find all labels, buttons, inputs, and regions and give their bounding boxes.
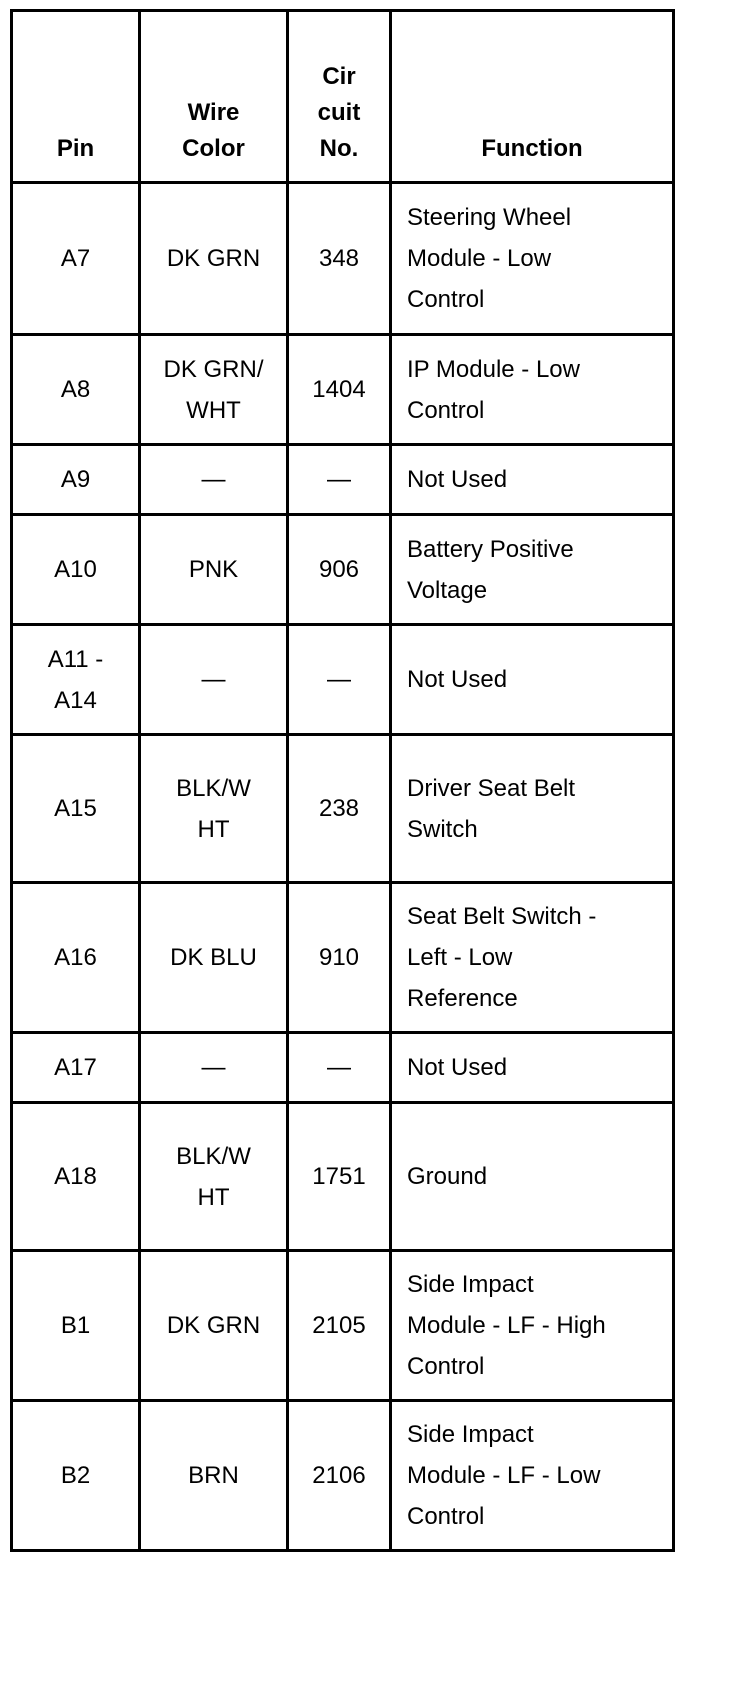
wire-color-cell: DK GRN [166, 1312, 261, 1339]
header-pin: Pin [12, 11, 140, 183]
pin-cell: A15 [54, 795, 97, 822]
circuit-number-cell: — [327, 466, 351, 493]
circuit-number-cell: 1404 [312, 376, 366, 403]
function-cell: Ground [407, 1163, 488, 1190]
wire-color-cell: — [201, 666, 226, 693]
circuit-number-cell: — [327, 666, 351, 693]
wire-color-cell: DK GRN [166, 245, 261, 272]
function-cell: Not Used [407, 666, 508, 693]
pin-cell: A10 [54, 556, 97, 583]
wire-color-cell: BLK/W HT [176, 1142, 251, 1211]
table-row [12, 883, 674, 1033]
function-cell: Not Used [407, 1054, 508, 1081]
table-row [12, 183, 674, 335]
pin-cell: A7 [60, 245, 91, 272]
table-row [12, 1033, 674, 1103]
function-cell: IP Module - Low Control [407, 355, 580, 424]
table-row [12, 735, 674, 883]
circuit-number-cell: 348 [318, 245, 360, 272]
header-row [12, 11, 674, 183]
circuit-number-cell: 906 [318, 556, 360, 583]
pin-cell: A9 [60, 466, 91, 493]
header-circuit-no: Cir cuit No. [288, 11, 391, 183]
circuit-number-cell: — [327, 1054, 351, 1081]
table-row [12, 1401, 674, 1551]
pin-cell: A16 [54, 944, 97, 971]
header-wire-color: Wire Color [140, 11, 288, 183]
wire-color-cell: — [201, 466, 226, 493]
table-row [12, 1103, 674, 1251]
wire-color-cell: DK GRN/ WHT [163, 355, 264, 424]
circuit-number-cell: 1751 [312, 1163, 366, 1190]
circuit-number-cell: 2106 [312, 1462, 366, 1489]
pin-cell: A18 [54, 1163, 97, 1190]
function-cell: Not Used [407, 466, 508, 493]
function-cell: Battery Positive Voltage [407, 535, 574, 604]
function-cell: Side Impact Module - LF - High Control [407, 1271, 606, 1380]
wire-color-cell: BLK/W HT [176, 774, 251, 843]
wire-color-cell: — [201, 1054, 226, 1081]
function-cell: Driver Seat Belt Switch [407, 774, 576, 843]
pin-cell: B2 [60, 1462, 91, 1489]
table-row [12, 335, 674, 445]
table-row [12, 515, 674, 625]
pin-cell: B1 [60, 1312, 91, 1339]
function-cell: Side Impact Module - LF - Low Control [407, 1421, 601, 1530]
circuit-number-cell: 238 [318, 795, 360, 822]
wire-color-cell: PNK [188, 556, 239, 583]
table-row [12, 625, 674, 735]
table-row [12, 1251, 674, 1401]
pin-cell: A8 [60, 376, 91, 403]
function-cell: Seat Belt Switch - Left - Low Reference [407, 903, 597, 1012]
circuit-number-cell: 2105 [312, 1312, 366, 1339]
wire-color-cell: BRN [188, 1462, 239, 1489]
pin-cell: A11 - A14 [47, 645, 104, 714]
header-function: Function [391, 11, 674, 183]
function-cell: Steering Wheel Module - Low Control [407, 204, 572, 313]
circuit-number-cell: 910 [318, 944, 360, 971]
table-row [12, 445, 674, 515]
connector-pinout-table [10, 9, 675, 1552]
pin-cell: A17 [54, 1054, 97, 1081]
wire-color-cell: DK BLU [170, 944, 257, 971]
